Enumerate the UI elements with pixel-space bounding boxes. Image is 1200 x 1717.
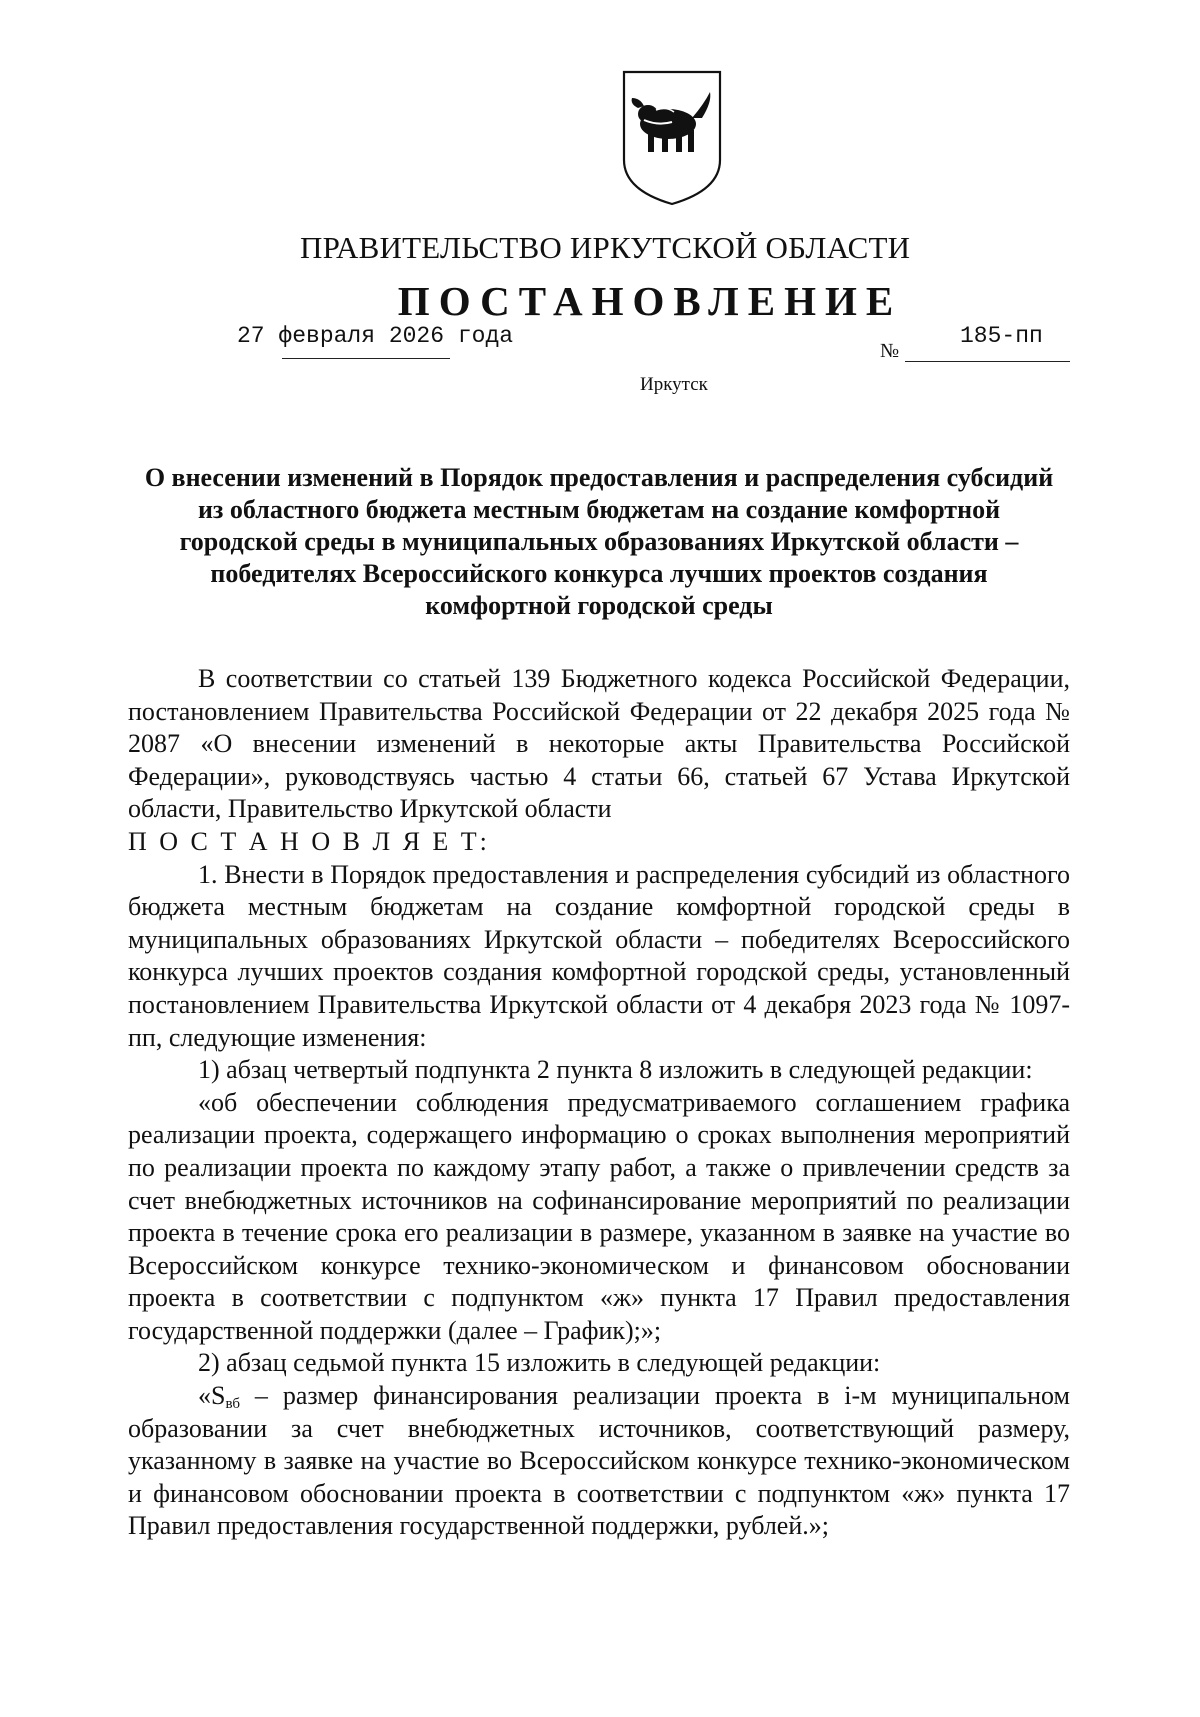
- quote-2-paragraph: [128, 1380, 1070, 1543]
- title-line: городской среды в муниципальных образованиях Иркутской области –: [179, 527, 1019, 556]
- quote-2-text: – размер финансирования реализации проекта в i-м муниципальном образовании за счет внебюджетных источников, соответствующий размеру, указанному в заявке на участие во Всероссийском конкурсе технико-экономическом и финансовом обосновании проекта в соответствии с подпунктом «ж» пункта 17 Правил предоставления государственной поддержки, рублей.»;: [128, 1381, 1070, 1541]
- title-line: из областного бюджета местным бюджетам на создание комфортной: [197, 495, 1001, 524]
- document-type: ПОСТАНОВЛЕНИЕ: [397, 278, 903, 324]
- decree-word: П О С Т А Н О В Л Я Е Т:: [128, 826, 490, 856]
- document-title: [120, 462, 1078, 622]
- document-number: 185-пп: [960, 323, 1043, 349]
- number-underline: [905, 361, 1070, 362]
- quote-2-subscript: вб: [225, 1396, 240, 1413]
- subitem-1-paragraph: 1) абзац четвертый подпункта 2 пункта 8 изложить в следующей редакции:: [198, 1055, 1033, 1085]
- title-line: О внесении изменений в Порядок предоставления и распределения субсидий: [144, 463, 1054, 492]
- item-1-paragraph: 1. Внести в Порядок предоставления и распределения субсидий из областного бюджета местным бюджетам на создание комфортной городской среды в муниципальных образованиях Иркутской области – победителях Всероссийского конкурса лучших проектов создания комфортной городской среды, установленный постановлением Правительства Иркутской области от 4 декабря 2023 года № 1097-пп, следующие изменения:: [128, 859, 1070, 1052]
- preamble-paragraph: В соответствии со статьей 139 Бюджетного кодекса Российской Федерации, постановлением Правительства Российской Федерации от 22 декабря 2025 года № 2087 «О внесении изменений в некоторые акты Правительства Российской Федерации», руководствуясь частью 4 статьи 66, статьей 67 Устава Иркутской области, Правительство Иркутской области: [128, 664, 1070, 824]
- title-line: комфортной городской среды: [425, 591, 773, 620]
- number-sign: №: [880, 340, 900, 362]
- title-line: победителях Всероссийского конкурса лучших проектов создания: [210, 559, 988, 588]
- subitem-2-paragraph: 2) абзац седьмой пункта 15 изложить в следующей редакции:: [198, 1348, 881, 1378]
- quote-2-prefix: «S: [198, 1381, 226, 1411]
- document-body: [128, 663, 1070, 1543]
- irkutsk-coat-of-arms-icon: [618, 68, 726, 208]
- city-name: Иркутск: [640, 374, 708, 395]
- quote-1-paragraph: «об обеспечении соблюдения предусматриваемого соглашением графика реализации проекта, содержащего информацию о сроках выполнения мероприятий по реализации проекта по каждому этапу работ, а также о привлечении средств за счет внебюджетных источников на софинансирование мероприятий по реализации проекта в течение срока его реализации в размере, указанном в заявке на участие во Всероссийском конкурсе технико-экономическом и финансовом обосновании проекта в соответствии с подпунктом «ж» пункта 17 Правил предоставления государственной поддержки (далее – График);»;: [128, 1087, 1070, 1345]
- date-underline: [282, 358, 450, 359]
- document-date: 27 февраля 2026 года: [237, 323, 514, 349]
- organization-name: ПРАВИТЕЛЬСТВО ИРКУТСКОЙ ОБЛАСТИ: [300, 230, 911, 265]
